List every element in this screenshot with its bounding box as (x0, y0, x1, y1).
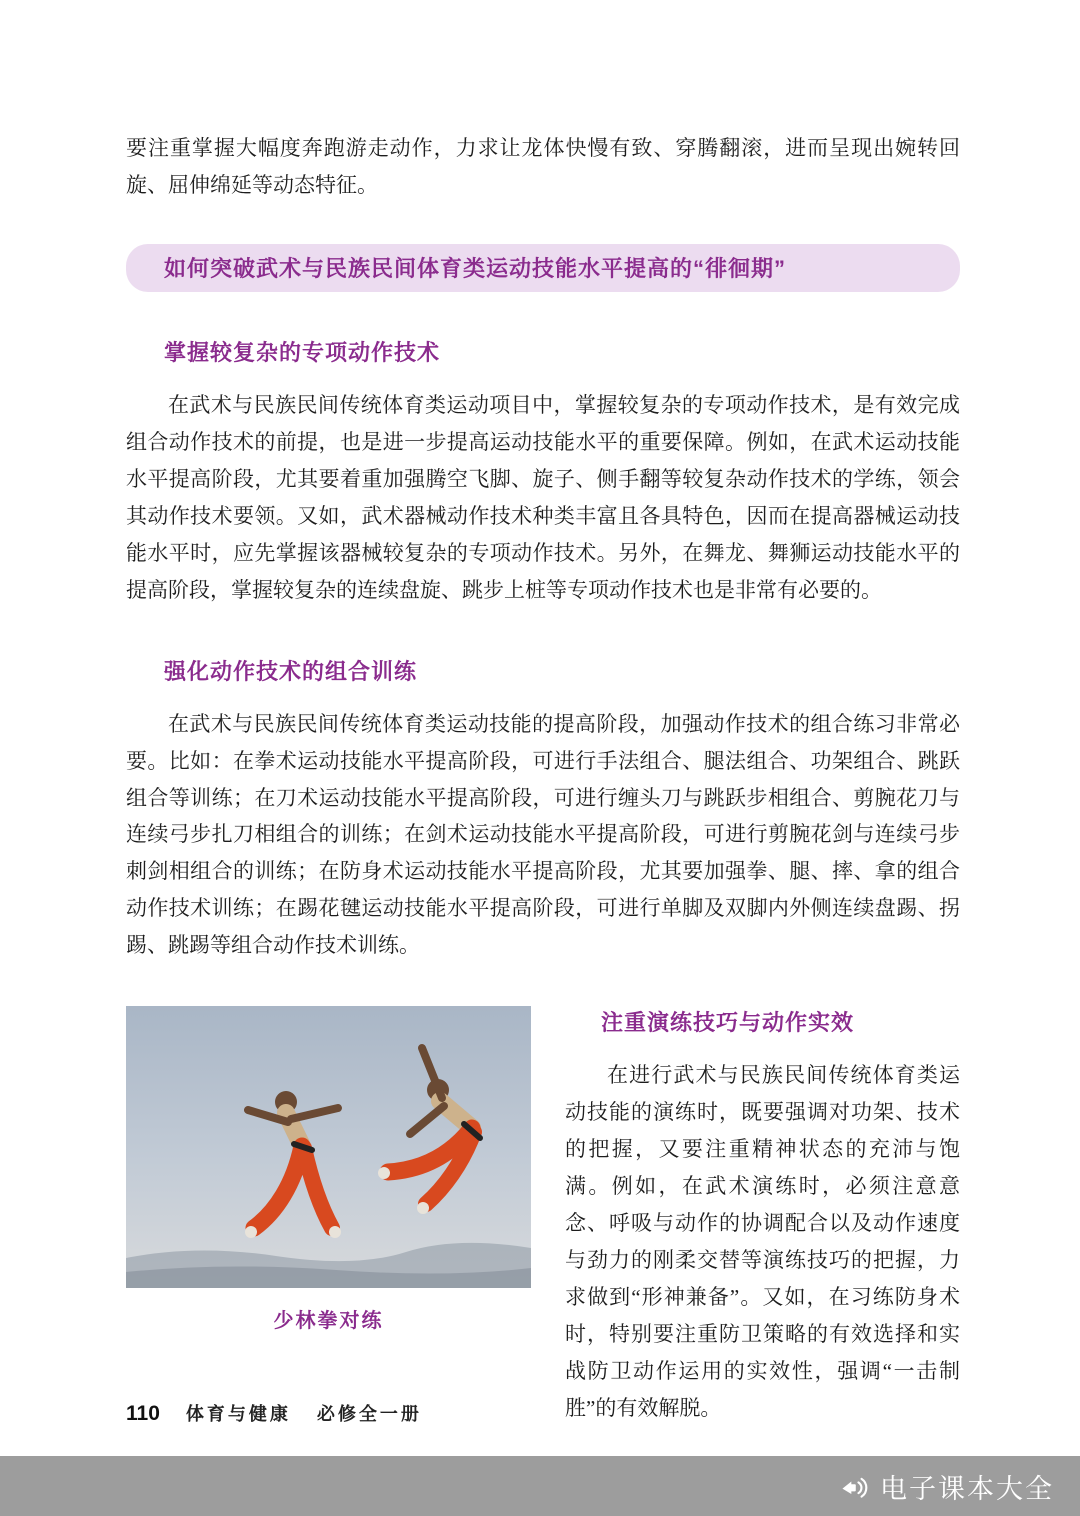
two-column-section (126, 1006, 960, 1427)
paragraph-performance-skills: 在进行武术与民族民间传统体育类运动技能的演练时，既要强调对功架、技术的把握，又要注重精神状态的充沛与饱满。例如，在武术演练时，必须注意意念、呼吸与动作的协调配合以及动作速度与劲力的刚柔交替等演练技巧的把握，力求做到“形神兼备”。又如，在习练防身术时，特别要注重防卫策略的有效选择和实战防卫动作运用的实效性，强调“一击制胜”的有效解脱。 (565, 1063, 960, 1420)
page-number: 110 (126, 1402, 160, 1425)
shaolin-figure (126, 1006, 531, 1427)
banner-title: 如何突破武术与民族民间体育类运动技能水平提高的“徘徊期” (164, 255, 787, 281)
footer-book-title: 体育与健康 (185, 1404, 291, 1424)
megaphone-icon (838, 1470, 870, 1502)
paragraph-combination-training: 在武术与民族民间传统体育类运动技能的提高阶段，加强动作技术的组合练习非常必要。比如：在拳术运动技能水平提高阶段，可进行手法组合、腿法组合、功架组合、跳跃组合等训练；在刀术运动技能水平提高阶段，可进行缠头刀与跳跃步相组合、剪腕花刀与连续弓步扎刀相组合的训练；在剑术运动技能水平提高阶段，可进行剪腕花剑与连续弓步刺剑相组合的训练；在防身术运动技能水平提高阶段，尤其要加强拳、腿、摔、拿的组合动作技术训练；在踢花毽运动技能水平提高阶段，可进行单脚及双脚内外侧连续盘踢、拐踢、跳踢等组合动作技术训练。 (126, 711, 960, 958)
watermark-bar (0, 1456, 1080, 1516)
paragraph-complex-techniques: 在武术与民族民间传统体育类运动项目中，掌握较复杂的专项动作技术，是有效完成组合动作技术的前提，也是进一步提高运动技能水平的重要保障。例如，在武术运动技能水平提高阶段，尤其要着重加强腾空飞脚、旋子、侧手翻等较复杂动作技术的学练，领会其动作技术要领。又如，武术器械动作技术种类丰富且各具特色，因而在提高器械运动技能水平时，应先掌握该器械较复杂的专项动作技术。另外，在舞龙、舞狮运动技能水平的提高阶段，掌握较复杂的连续盘旋、跳步上桩等专项动作技术也是非常有必要的。 (126, 392, 960, 602)
shaolin-photo (126, 1006, 531, 1288)
footer-volume: 必修全一册 (316, 1404, 422, 1424)
figure-caption: 少林拳对练 (273, 1310, 384, 1333)
page-footer (126, 1400, 422, 1426)
subheading-complex-techniques: 掌握较复杂的专项动作技术 (164, 339, 441, 365)
subheading-performance-skills: 注重演练技巧与动作实效 (601, 1010, 855, 1036)
subheading-combination-training: 强化动作技术的组合训练 (164, 658, 418, 684)
right-column (565, 1006, 960, 1427)
watermark-label: 电子课本大全 (880, 1473, 1054, 1504)
intro-paragraph: 要注重掌握大幅度奔跑游走动作，力求让龙体快慢有致、穿腾翻滚，进而呈现出婉转回旋、屈伸绵延等动态特征。 (126, 136, 960, 197)
shaolin-photo-illustration (126, 1006, 531, 1288)
section-banner (126, 244, 960, 292)
